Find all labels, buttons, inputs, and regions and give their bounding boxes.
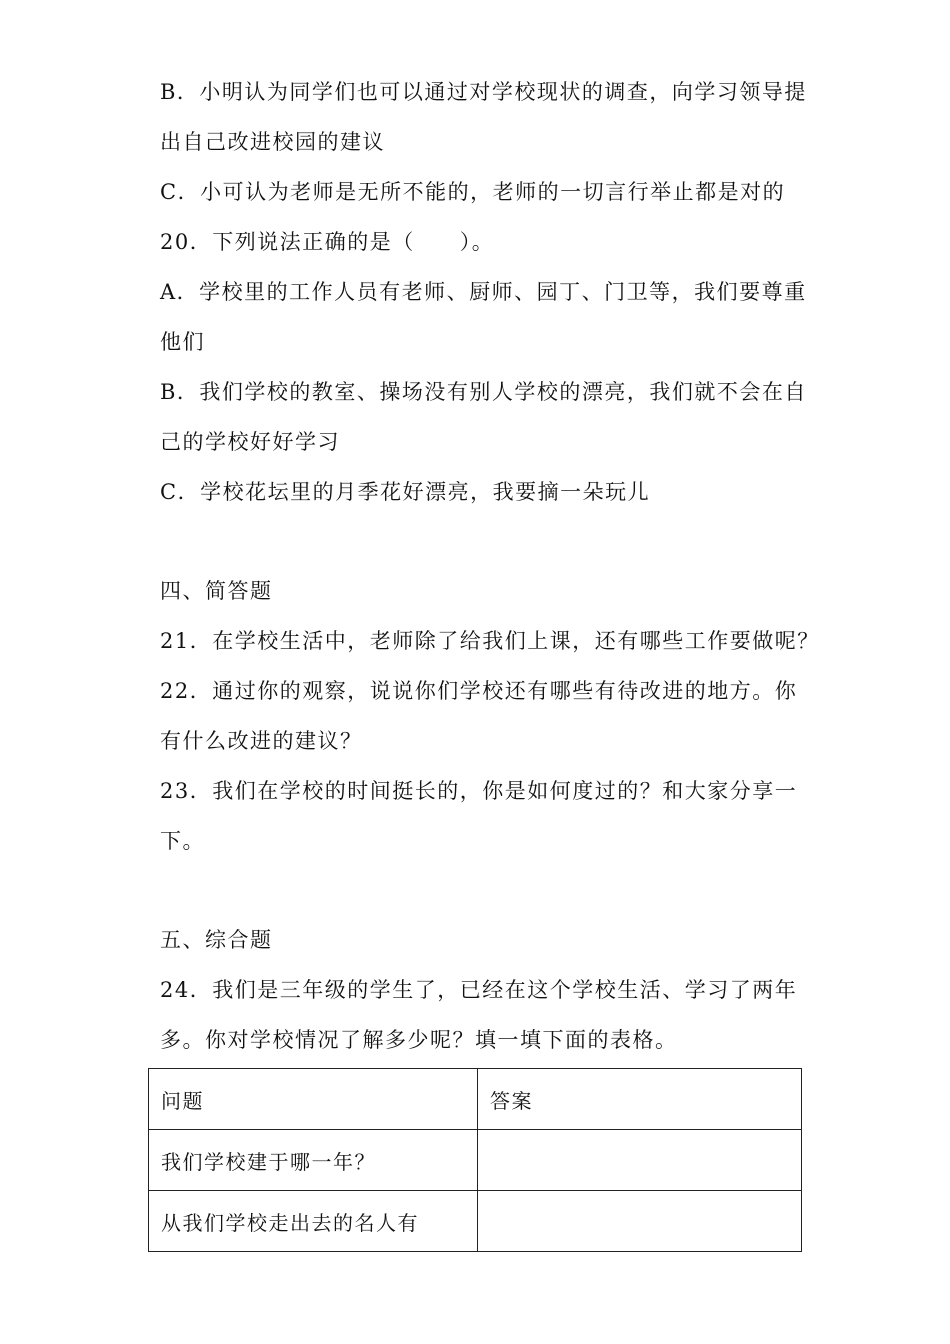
q20-stem: 20．下列说法正确的是（ ）。	[160, 230, 495, 254]
header-answer: 答案	[478, 1069, 802, 1130]
q22-line2: 有什么改进的建议？	[160, 729, 363, 753]
section-5-heading: 五、综合题	[160, 928, 273, 952]
q20-option-b-line1: B．我们学校的教室、操场没有别人学校的漂亮，我们就不会在自	[160, 380, 807, 404]
row-question: 从我们学校走出去的名人有	[149, 1191, 478, 1252]
q20-option-c: C．学校花坛里的月季花好漂亮，我要摘一朵玩儿	[160, 480, 651, 504]
row-answer-cell[interactable]	[478, 1191, 802, 1252]
q20-option-b-line2: 己的学校好好学习	[160, 430, 340, 454]
q23-line1: 23．我们在学校的时间挺长的，你是如何度过的？和大家分享一	[160, 779, 798, 803]
table-row	[149, 1130, 802, 1191]
q22-line1: 22．通过你的观察，说说你们学校还有哪些有待改进的地方。你	[160, 679, 798, 703]
q24-line1: 24．我们是三年级的学生了，已经在这个学校生活、学习了两年	[160, 978, 798, 1002]
q24-line2: 多。你对学校情况了解多少呢？填一填下面的表格。	[160, 1028, 678, 1052]
q21: 21．在学校生活中，老师除了给我们上课，还有哪些工作要做呢？	[160, 629, 820, 653]
q19-option-b-line1: B．小明认为同学们也可以通过对学校现状的调查，向学习领导提	[160, 80, 807, 104]
q20-option-a-line2: 他们	[160, 330, 205, 354]
q19-option-b-line2: 出自己改进校园的建议	[160, 130, 385, 154]
table-header-row	[149, 1069, 802, 1130]
section-4-heading: 四、简答题	[160, 579, 273, 603]
header-question: 问题	[149, 1069, 478, 1130]
row-question: 我们学校建于哪一年？	[149, 1130, 478, 1191]
table-row	[149, 1191, 802, 1252]
school-info-table	[148, 1068, 802, 1252]
q20-option-a-line1: A．学校里的工作人员有老师、厨师、园丁、门卫等，我们要尊重	[160, 280, 807, 304]
row-answer-cell[interactable]	[478, 1130, 802, 1191]
q23-line2: 下。	[160, 829, 205, 853]
q19-option-c: C．小可认为老师是无所不能的，老师的一切言行举止都是对的	[160, 180, 786, 204]
